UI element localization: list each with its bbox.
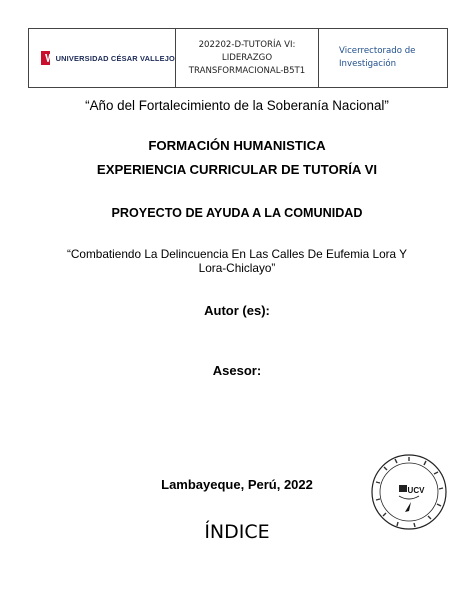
seal-text: UCV — [407, 486, 425, 495]
project-title: PROYECTO DE AYUDA A LA COMUNIDAD — [111, 206, 363, 220]
course-line-1: 202202-D-TUTORÍA VI: LIDERAZGO — [198, 39, 296, 63]
university-name: UNIVERSIDAD CÉSAR VALLEJO — [55, 53, 175, 63]
project-subtitle: “Combatiendo La Delincuencia En Las Calles De Eufemia Lora Y Lora-Chiclayo” — [66, 247, 408, 275]
document-header — [28, 28, 448, 88]
office-line-2: Investigación — [339, 59, 397, 69]
office-cell — [319, 29, 447, 87]
course-cell — [176, 29, 319, 87]
title-line-2: EXPERIENCIA CURRICULAR DE TUTORÍA VI — [96, 162, 378, 177]
ucv-logo-icon — [41, 51, 50, 65]
university-logo — [29, 29, 176, 87]
advisor-label: Asesor: — [212, 363, 262, 378]
place-date: Lambayeque, Perú, 2022 — [161, 477, 313, 492]
course-line-2: TRANSFORMACIONAL-B5T1 — [188, 65, 306, 76]
author-label: Autor (es): — [204, 303, 270, 318]
office-line-1: Vicerrectorado de — [339, 46, 416, 56]
title-line-1: FORMACIÓN HUMANISTICA — [148, 138, 326, 153]
institution-seal-icon — [369, 452, 449, 532]
year-motto: “Año del Fortalecimiento de la Soberanía Nacional” — [85, 98, 389, 113]
index-heading: ÍNDICE — [204, 521, 270, 543]
